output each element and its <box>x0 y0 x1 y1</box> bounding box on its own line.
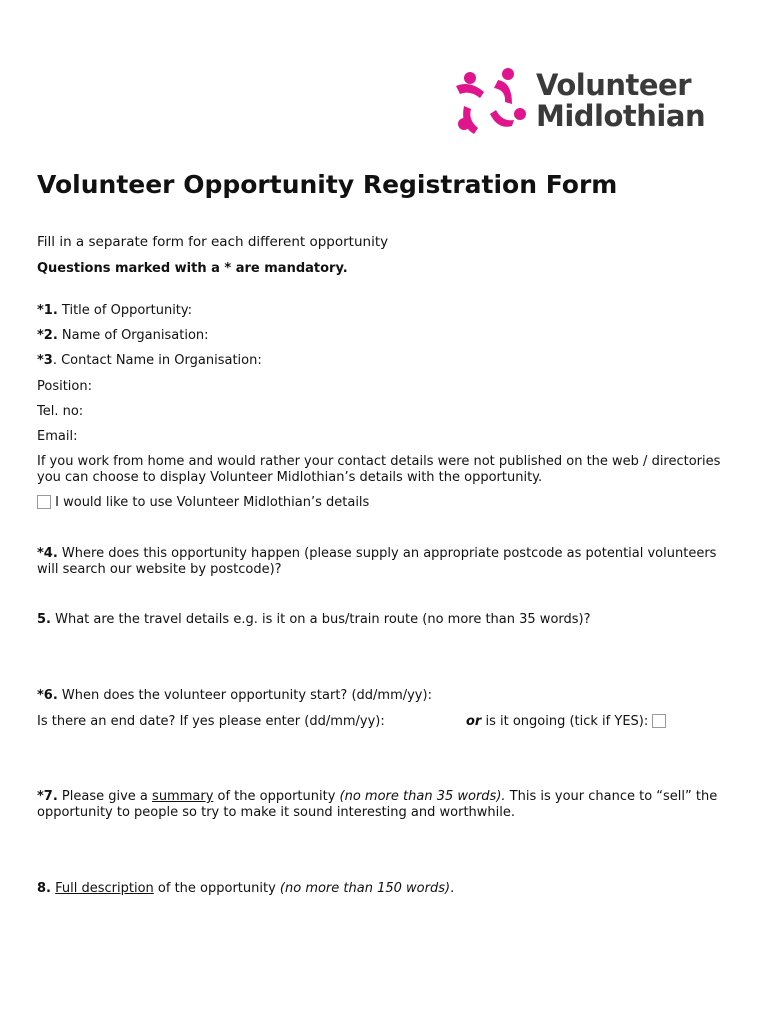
question-7-pre: Please give a <box>57 789 153 804</box>
question-5-label: What are the travel details e.g. is it on a bus/train route (no more than 35 words)? <box>50 612 591 627</box>
question-6 <box>37 688 432 704</box>
question-6-label: When does the volunteer opportunity start? (dd/mm/yy): <box>57 688 432 703</box>
question-2 <box>37 328 209 344</box>
question-4-number: *4. <box>37 546 58 561</box>
question-7-rest: This is your chance to “sell” the opportunity to people so try to make it sound interesting and worthwhile. <box>37 789 718 820</box>
use-vm-details-label: I would like to use Volunteer Midlothian’s details <box>55 495 370 510</box>
intro-text: Fill in a separate form for each different opportunity <box>37 234 389 250</box>
ongoing-checkbox[interactable] <box>652 714 666 728</box>
question-8-number: 8. <box>37 881 51 896</box>
logo-line-2: Midlothian <box>536 99 706 133</box>
ongoing-label: is it ongoing (tick if YES): <box>481 714 649 729</box>
publish-note: If you work from home and would rather your contact details were not published on the web / directories you can choose to display Volunteer Midlothian’s details with the opportunity. <box>37 454 721 485</box>
position-label: Position: <box>37 379 92 394</box>
form-title: Volunteer Opportunity Registration Form <box>37 170 618 199</box>
use-vm-details-row <box>37 495 369 511</box>
use-vm-details-checkbox[interactable] <box>37 495 51 509</box>
question-7-number: *7. <box>37 789 58 804</box>
logo-line-1: Volunteer <box>536 68 692 102</box>
question-4 <box>37 546 727 578</box>
question-7-limit: (no more than 35 words). <box>339 789 506 804</box>
question-1-label: Title of Opportunity: <box>57 303 193 318</box>
question-3 <box>37 353 262 369</box>
question-7 <box>37 789 727 821</box>
question-2-label: Name of Organisation: <box>57 328 209 343</box>
logo-text <box>536 70 705 132</box>
question-8-end: . <box>450 881 455 896</box>
ongoing-row <box>466 714 666 730</box>
ongoing-or: or <box>466 714 482 729</box>
mandatory-note <box>37 261 348 277</box>
question-6-number: *6. <box>37 688 58 703</box>
tel-label: Tel. no: <box>37 404 84 419</box>
question-1-number: *1. <box>37 303 58 318</box>
question-8-post: of the opportunity <box>153 881 280 896</box>
question-8-limit: (no more than 150 words) <box>279 881 451 896</box>
question-4-label: Where does this opportunity happen (please supply an appropriate postcode as potential volunteers will search our website by postcode)? <box>37 546 717 577</box>
question-3-label: . Contact Name in Organisation: <box>52 353 262 368</box>
question-5-number: 5. <box>37 612 51 627</box>
question-3-number: *3 <box>37 353 53 368</box>
question-1 <box>37 303 192 319</box>
end-date-label: Is there an end date? If yes please enter (dd/mm/yy): <box>37 714 385 729</box>
question-8-full-description: Full description <box>55 881 154 896</box>
question-5 <box>37 612 591 628</box>
logo-figures-icon <box>450 64 536 144</box>
volunteer-midlothian-logo <box>450 64 720 144</box>
question-7-post: of the opportunity <box>213 789 340 804</box>
question-2-number: *2. <box>37 328 58 343</box>
question-8 <box>37 881 454 897</box>
mandatory-note-text: Questions marked with a * are mandatory. <box>37 261 348 276</box>
email-label: Email: <box>37 429 78 444</box>
question-7-summary: summary <box>152 789 214 804</box>
